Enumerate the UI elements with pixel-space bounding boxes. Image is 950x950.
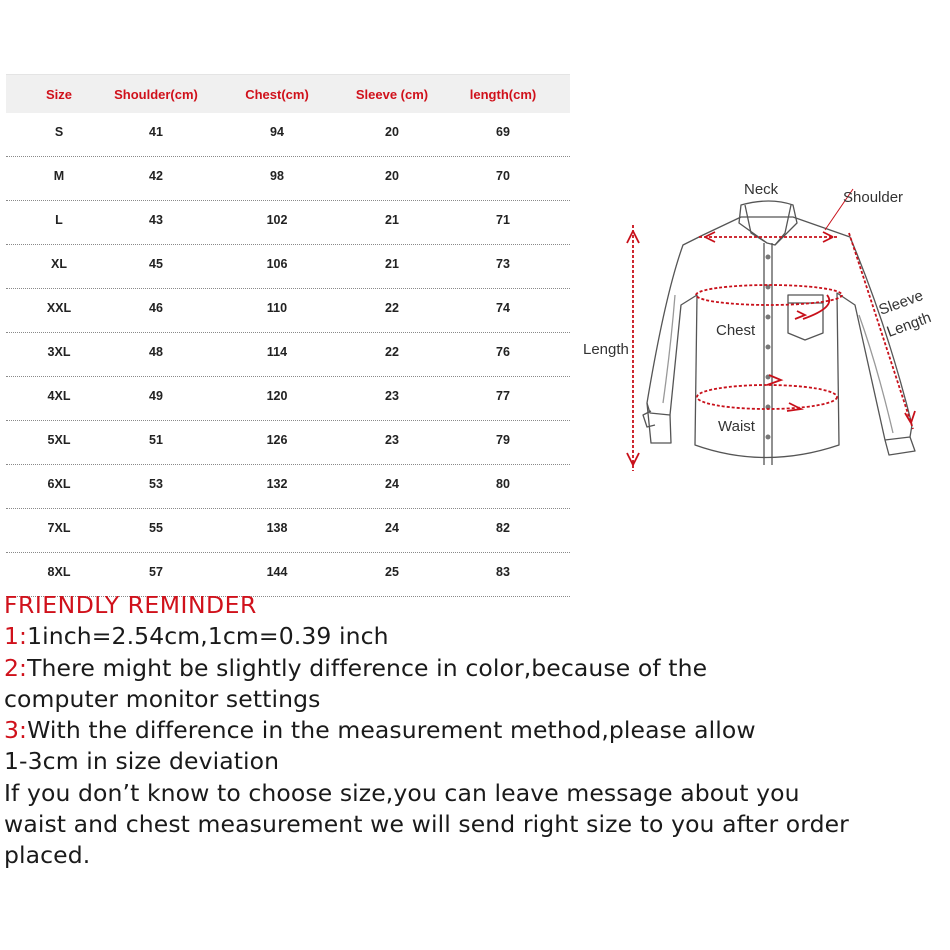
friendly-reminder <box>4 590 944 872</box>
cell-shoulder: 51 <box>149 433 163 447</box>
cell-sleeve: 22 <box>385 345 399 359</box>
cell-length: 83 <box>496 565 510 579</box>
header-length: length(cm) <box>469 87 537 102</box>
waist-label: Waist <box>718 418 755 435</box>
cell-size: XL <box>51 257 67 271</box>
note-text: There might be slightly difference in color,because of the <box>27 653 708 682</box>
cell-size: 8XL <box>47 565 71 579</box>
cell-shoulder: 57 <box>149 565 163 579</box>
cell-sleeve: 20 <box>385 169 399 183</box>
table-row <box>6 333 570 377</box>
note-4: If you don’t know to choose size,you can leave message about you <box>4 778 800 807</box>
length-label: Length <box>583 341 629 358</box>
cell-sleeve: 22 <box>385 301 399 315</box>
cell-length: 69 <box>496 125 510 139</box>
cell-shoulder: 43 <box>149 213 163 227</box>
cell-shoulder: 48 <box>149 345 163 359</box>
cell-shoulder: 46 <box>149 301 163 315</box>
table-row <box>6 509 570 553</box>
cell-chest: 144 <box>266 565 288 579</box>
cell-chest: 98 <box>270 169 284 183</box>
note-6: placed. <box>4 841 91 870</box>
table-row <box>6 465 570 509</box>
cell-size: 3XL <box>47 345 71 359</box>
cell-length: 79 <box>496 433 510 447</box>
note-number: 2: <box>4 653 28 682</box>
cell-sleeve: 24 <box>385 477 399 491</box>
cell-sleeve: 21 <box>385 257 399 271</box>
shirt-icon <box>643 201 915 465</box>
note-text: With the difference in the measurement method,please allow <box>27 716 756 745</box>
cell-sleeve: 23 <box>385 389 399 403</box>
cell-size: 7XL <box>47 521 71 535</box>
buttons-icon <box>766 255 771 440</box>
cell-size: L <box>55 213 63 227</box>
cell-shoulder: 41 <box>149 125 163 139</box>
header-chest: Chest(cm) <box>245 87 309 102</box>
note-number: 1: <box>4 622 28 651</box>
reminder-title: FRIENDLY REMINDER <box>4 591 257 619</box>
cell-size: XXL <box>46 301 72 315</box>
note-text: 1inch=2.54cm,1cm=0.39 inch <box>27 622 389 651</box>
neck-label: Neck <box>744 181 779 198</box>
cell-shoulder: 45 <box>149 257 163 271</box>
cell-size: 4XL <box>47 389 71 403</box>
shirt-measurement-diagram <box>575 175 950 495</box>
note-3 <box>4 715 944 746</box>
note-1 <box>4 621 944 652</box>
note-3-continued: 1-3cm in size deviation <box>4 747 280 776</box>
cell-size: 5XL <box>47 433 71 447</box>
cell-sleeve: 20 <box>385 125 399 139</box>
sleeve-length-label: Length <box>884 309 934 341</box>
cell-size: S <box>54 125 64 139</box>
header-size: Size <box>45 87 72 102</box>
cell-sleeve: 21 <box>385 213 399 227</box>
cell-length: 74 <box>496 301 510 315</box>
cell-chest: 106 <box>266 257 288 271</box>
cell-sleeve: 23 <box>385 433 399 447</box>
cell-chest: 110 <box>266 301 288 315</box>
cell-sleeve: 24 <box>385 521 399 535</box>
header-shoulder: Shoulder(cm) <box>114 87 198 102</box>
cell-size: M <box>53 169 65 183</box>
table-header <box>6 74 570 113</box>
cell-chest: 102 <box>266 213 288 227</box>
cell-chest: 94 <box>270 125 284 139</box>
cell-chest: 120 <box>266 389 288 403</box>
cell-shoulder: 42 <box>149 169 163 183</box>
cell-length: 70 <box>496 169 510 183</box>
table-row <box>6 157 570 201</box>
table-row <box>6 113 570 157</box>
note-5: waist and chest measurement we will send right size to you after order <box>4 810 849 839</box>
cell-chest: 138 <box>266 521 288 535</box>
cell-shoulder: 55 <box>149 521 163 535</box>
table-body <box>6 113 570 597</box>
shoulder-label: Shoulder <box>843 189 904 206</box>
cell-length: 71 <box>496 213 510 227</box>
cell-chest: 132 <box>266 477 288 491</box>
cell-length: 76 <box>496 345 510 359</box>
cell-size: 6XL <box>47 477 71 491</box>
cell-shoulder: 53 <box>149 477 163 491</box>
cell-length: 80 <box>496 477 510 491</box>
cell-sleeve: 25 <box>385 565 399 579</box>
cell-shoulder: 49 <box>149 389 163 403</box>
sleeve-label: Sleeve <box>876 287 926 319</box>
note-number: 3: <box>4 716 28 745</box>
table-row <box>6 289 570 333</box>
table-row <box>6 377 570 421</box>
table-row <box>6 421 570 465</box>
note-2-continued: computer monitor settings <box>4 684 321 713</box>
chest-label: Chest <box>716 322 756 339</box>
cell-chest: 114 <box>266 345 288 359</box>
cell-chest: 126 <box>266 433 288 447</box>
note-2 <box>4 653 944 684</box>
table-row <box>6 201 570 245</box>
header-sleeve: Sleeve (cm) <box>355 87 429 102</box>
cell-length: 82 <box>496 521 510 535</box>
cell-length: 77 <box>496 389 510 403</box>
cell-length: 73 <box>496 257 510 271</box>
size-table <box>6 74 570 597</box>
table-row <box>6 245 570 289</box>
